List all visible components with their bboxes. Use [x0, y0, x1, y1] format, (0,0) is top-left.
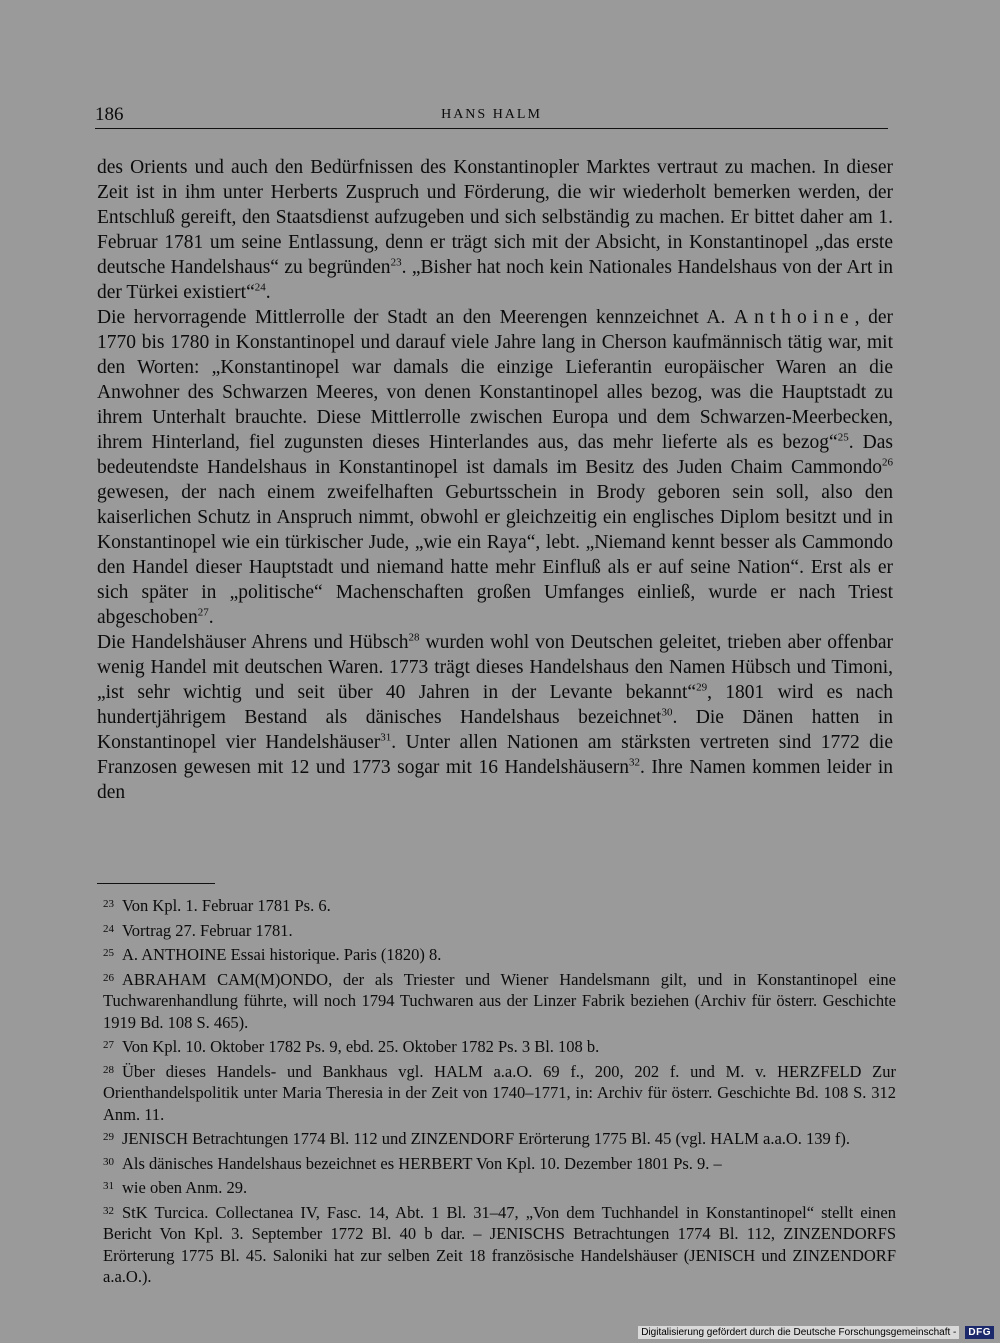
- footnote: $^{24}$ Vortrag 27. Februar 1781.: [103, 920, 293, 940]
- footnote-ref: 31: [380, 731, 392, 744]
- footnote-number: 29: [103, 1131, 114, 1143]
- footnote: $^{31}$ wie oben Anm. 29.: [103, 1178, 248, 1197]
- footnote-number: 27: [103, 1039, 114, 1051]
- footnote-number: 32: [103, 1204, 114, 1217]
- paragraph-2: Die hervorragende Mittlerrolle der Stadt an den Meerengen kennzeichnet A. Anthoine, der 1770 bis 1780 in Konstantinopel und darauf viele Jahre lang in Cherson kaufmännisch tätig war, mit den Worten: „Konstantinopel war damals die einzige Lieferantin europäischer Waren an die Anwohner des Schwarzen Meeres, von denen Konstantinopel alles bezog, was die Hauptstadt zu ihrem Unterhalt brauchte. Diese Mittlerrolle zwischen Europa und dem Schwarzen-Meerbecken, ihrem Hinterland, fiel zugunsten dieses Hinterlandes aus, das mehr lieferte als es bezog“$^{25}$. Das bedeutendste Handelshaus in Konstantinopel ist damals im Besitz des Juden Chaim Cammondo$^{26}$ gewesen, der nach einem zweifelhaften Geburtsschein in Brody geboren sein soll, also den kaiserlichen Schutz in Anspruch nimmt, obwohl er gleichzeitig ein englisches Diplom besitzt und in Konstantinopel wie ein türkischer Jude, „wie ein Raya“, lebt. „Niemand kennt besser als Cammondo den Handel dieser Hauptstadt und niemand hatte mehr Einfluß als er auf seine Nation“. Erst als er sich später in „politische“ Machenschaften großen Umfanges einließ, wurde er nach Triest abgeschoben$^{27}$.: [97, 307, 894, 628]
- footnote-ref: 30: [661, 706, 673, 719]
- page-number: 186: [95, 104, 124, 125]
- footnote-number: 25: [103, 947, 114, 959]
- footnote-ref: 26: [882, 456, 893, 469]
- paragraph-3: Die Handelshäuser Ahrens und Hübsch$^{28}$ wurden wohl von Deutschen geleitet, trieben aber offenbar wenig Handel mit deutschen Waren. 1773 trägt dieses Handelshaus den Namen Hübsch und Timoni, „ist sehr wichtig und seit über 40 Jahren in der Levante bekannt“$^{29}$, 1801 wird es nach hundertjährigem Bestand als dänisches Handelshaus bezeichnet$^{30}$. Die Dänen hatten in Konstantinopel vier Handelshäuser$^{31}$. Unter allen Nationen am stärksten vertreten sind 1772 die Franzosen gewesen mit 12 und 1773 sogar mit 16 Handelshäusern$^{32}$. Ihre Namen kommen leider in den: [97, 631, 893, 803]
- footnote-number: 30: [103, 1155, 114, 1168]
- footnotes: [103, 894, 896, 1290]
- body-text: [97, 155, 893, 805]
- footnote: $^{23}$ Von Kpl. 1. Februar 1781 Ps. 6.: [103, 896, 331, 915]
- footnote-ref: 29: [696, 681, 708, 694]
- footnote-ref: 25: [837, 431, 849, 444]
- running-head: HANS HALM: [441, 107, 542, 122]
- footnote: $^{27}$ Von Kpl. 10. Oktober 1782 Ps. 9, ebd. 25. Oktober 1782 Ps. 3 Bl. 108 b.: [103, 1037, 600, 1056]
- dfg-logo-icon: DFG: [965, 1326, 994, 1339]
- footnote-number: 26: [103, 971, 114, 984]
- page-header: [95, 100, 888, 129]
- footnote-number: 24: [103, 922, 114, 935]
- spaced-name: Anthoine: [734, 307, 855, 328]
- footnote: $^{29}$ JENISCH Betrachtungen 1774 Bl. 112 und ZINZENDORF Erörterung 1775 Bl. 45 (vgl. HALM a.a.O. 139 f).: [103, 1129, 851, 1148]
- footnote-ref: 24: [254, 281, 266, 294]
- footnote-number: 28: [103, 1063, 114, 1076]
- footnote: $^{25}$ A. ANTHOINE Essai historique. Paris (1820) 8.: [103, 945, 442, 964]
- paragraph-1: des Orients und auch den Bedürfnissen des Konstantinopler Marktes vertraut zu machen. In dieser Zeit ist in ihm unter Herberts Zuspruch und Förderung, die wir wiederholt bemerken werden, der Entschluß gereift, den Staatsdienst aufzugeben und sich selbständig zu machen. Er bittet daher am 1. Februar 1781 um seine Entlassung, denn er trägt sich mit der Absicht, in Konstantinopel „das erste deutsche Handelshaus“ zu begründen$^{23}$. „Bisher hat noch kein Nationales Handelshaus von der Art in der Türkei existiert“$^{24}$.: [97, 157, 893, 303]
- footnote-ref: 27: [197, 606, 209, 619]
- footnote: $^{28}$ Über dieses Handels- und Bankhaus vgl. HALM a.a.O. 69 f., 200, 202 f. und M. v. HERZFELD Zur Orienthandelspolitik unter Maria Theresia in der Zeit von 1740–1771, in: Archiv für österr. Geschichte Bd. 108 S. 312 Anm. 11.: [103, 1061, 896, 1124]
- footnote: $^{30}$ Als dänisches Handelshaus bezeichnet es HERBERT Von Kpl. 10. Dezember 1801 Ps. 9. –: [103, 1153, 722, 1173]
- footnote: $^{32}$ StK Turcica. Collectanea IV, Fasc. 14, Abt. 1 Bl. 31–47, „Von dem Tuchhandel in Konstantinopel“ stellt einen Bericht Von Kpl. 3. September 1772 Bl. 40 b dar. – JENISCHS Betrachtungen 1774 Bl. 112, ZINZENDORFS Erörterung 1775 Bl. 45. Saloniki hat zur selben Zeit 18 französische Handelshäuser (JENISCH und ZINZENDORF a.a.O.).: [103, 1202, 896, 1286]
- footnote: $^{26}$ ABRAHAM CAM(M)ONDO, der als Triester und Wiener Handelsmann gilt, und in Konstantinopel eine Tuchwarenhandlung führte, will noch 1794 Tuchwaren aus der Linzer Fabrik beziehen (Archiv für österr. Geschichte 1919 Bd. 108 S. 465).: [103, 969, 896, 1032]
- footnote-rule: [97, 883, 215, 884]
- footnote-ref: 32: [629, 756, 641, 769]
- footnote-number: 23: [103, 898, 114, 910]
- digitization-footer: [638, 1326, 994, 1339]
- footnote-number: 31: [103, 1180, 114, 1192]
- footnote-ref: 28: [408, 631, 420, 644]
- footnote-ref: 23: [390, 256, 402, 269]
- footer-credit: Digitalisierung gefördert durch die Deutsche Forschungsgemeinschaft -: [638, 1326, 959, 1339]
